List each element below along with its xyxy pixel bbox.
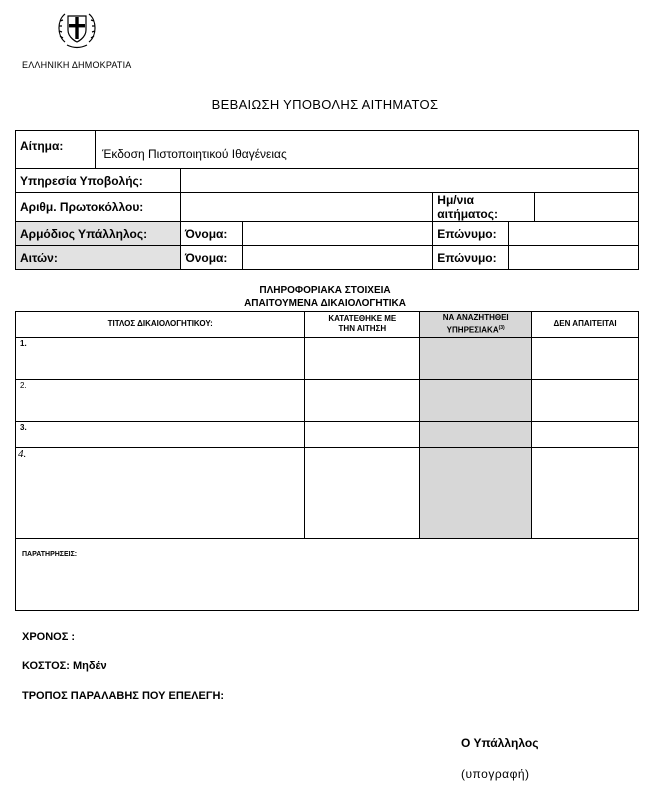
government-name: ΕΛΛΗΝΙΚΗ ΔΗΜΟΚΡΑΤΙΑ	[22, 60, 132, 70]
row-number[interactable]: 2.	[16, 379, 305, 421]
date-field[interactable]	[535, 193, 639, 222]
employee-last-name-label: Επώνυμο:	[433, 222, 509, 246]
section-title: ΠΛΗΡΟΦΟΡΙΑΚΑ ΣΤΟΙΧΕΙΑ	[259, 285, 391, 296]
col-to-search-line1: ΝΑ ΑΝΑΖΗΤΗΘΕΙ	[442, 313, 509, 322]
service-field[interactable]	[180, 169, 638, 193]
applicant-first-name-field[interactable]	[242, 246, 433, 270]
to-search-cell[interactable]	[420, 421, 532, 447]
to-search-cell[interactable]	[420, 337, 532, 379]
request-value: Έκδοση Πιστοποιητικού Ιθαγένειας	[95, 131, 638, 169]
to-search-cell[interactable]	[420, 379, 532, 421]
document-title: ΒΕΒΑΙΩΣΗ ΥΠΟΒΟΛΗΣ ΑΙΤΗΜΑΤΟΣ	[211, 97, 439, 112]
request-label: Αίτημα:	[16, 131, 96, 169]
row-number[interactable]: 1.	[16, 337, 305, 379]
time-label: ΧΡΟΝΟΣ :	[22, 631, 76, 643]
applicant-last-name-label: Επώνυμο:	[433, 246, 509, 270]
col-submitted-line1: ΚΑΤΑΤΕΘΗΚΕ ΜΕ	[328, 314, 397, 324]
not-required-cell[interactable]	[532, 337, 639, 379]
col-to-search-line2: ΥΠΗΡΕΣΙΑΚΑ	[446, 325, 499, 335]
remarks-label: ΠΑΡΑΤΗΡΗΣΕΙΣ:	[22, 550, 78, 558]
greek-coat-of-arms-icon	[55, 8, 99, 52]
row-number[interactable]: 4.	[16, 447, 305, 538]
employee-signature-title: Ο Υπάλληλος	[461, 736, 539, 750]
employee-first-name-label: Όνομα:	[180, 222, 242, 246]
col-submitted-line2: ΤΗΝ ΑΙΤΗΣΗ	[338, 324, 387, 334]
section-subtitle: ΑΠΑΙΤΟΥΜΕΝΑ ΔΙΚΑΙΟΛΟΓΗΤΙΚΑ	[244, 298, 406, 309]
applicant-first-name-label: Όνομα:	[180, 246, 242, 270]
row-number[interactable]: 3.	[16, 421, 305, 447]
date-label: Ημ/νια αιτήματος:	[433, 193, 535, 222]
documents-table	[15, 311, 639, 611]
col-document-title: ΤΙΤΛΟΣ ΔΙΚΑΙΟΛΟΓΗΤΙΚΟΥ:	[16, 312, 305, 338]
remarks-box[interactable]	[16, 538, 639, 610]
request-form-table	[15, 130, 639, 270]
not-required-cell[interactable]	[532, 421, 639, 447]
submitted-cell[interactable]	[305, 379, 420, 421]
table-row	[16, 421, 639, 447]
col-not-required: ΔΕΝ ΑΠΑΙΤΕΙΤΑΙ	[532, 312, 639, 338]
applicant-label: Αιτών:	[16, 246, 181, 270]
signature-label: (υπογραφή)	[461, 767, 530, 781]
not-required-cell[interactable]	[532, 379, 639, 421]
cost-label: ΚΟΣΤΟΣ: Μηδέν	[22, 660, 107, 672]
table-row	[16, 379, 639, 421]
employee-last-name-field[interactable]	[509, 222, 639, 246]
col-submitted	[305, 312, 420, 338]
protocol-label: Αριθμ. Πρωτοκόλλου:	[16, 193, 181, 222]
footnote-mark: (3)	[498, 325, 505, 331]
protocol-field[interactable]	[180, 193, 432, 222]
submitted-cell[interactable]	[305, 447, 420, 538]
table-row	[16, 337, 639, 379]
not-required-cell[interactable]	[532, 447, 639, 538]
employee-label: Αρμόδιος Υπάλληλος:	[16, 222, 181, 246]
to-search-cell[interactable]	[420, 447, 532, 538]
col-to-search	[420, 312, 532, 338]
service-label: Υπηρεσία Υποβολής:	[16, 169, 181, 193]
table-row	[16, 447, 639, 538]
submitted-cell[interactable]	[305, 337, 420, 379]
delivery-method-label: ΤΡΟΠΟΣ ΠΑΡΑΛΑΒΗΣ ΠΟΥ ΕΠΕΛΕΓΗ:	[22, 690, 225, 702]
applicant-last-name-field[interactable]	[509, 246, 639, 270]
submitted-cell[interactable]	[305, 421, 420, 447]
employee-first-name-field[interactable]	[242, 222, 433, 246]
